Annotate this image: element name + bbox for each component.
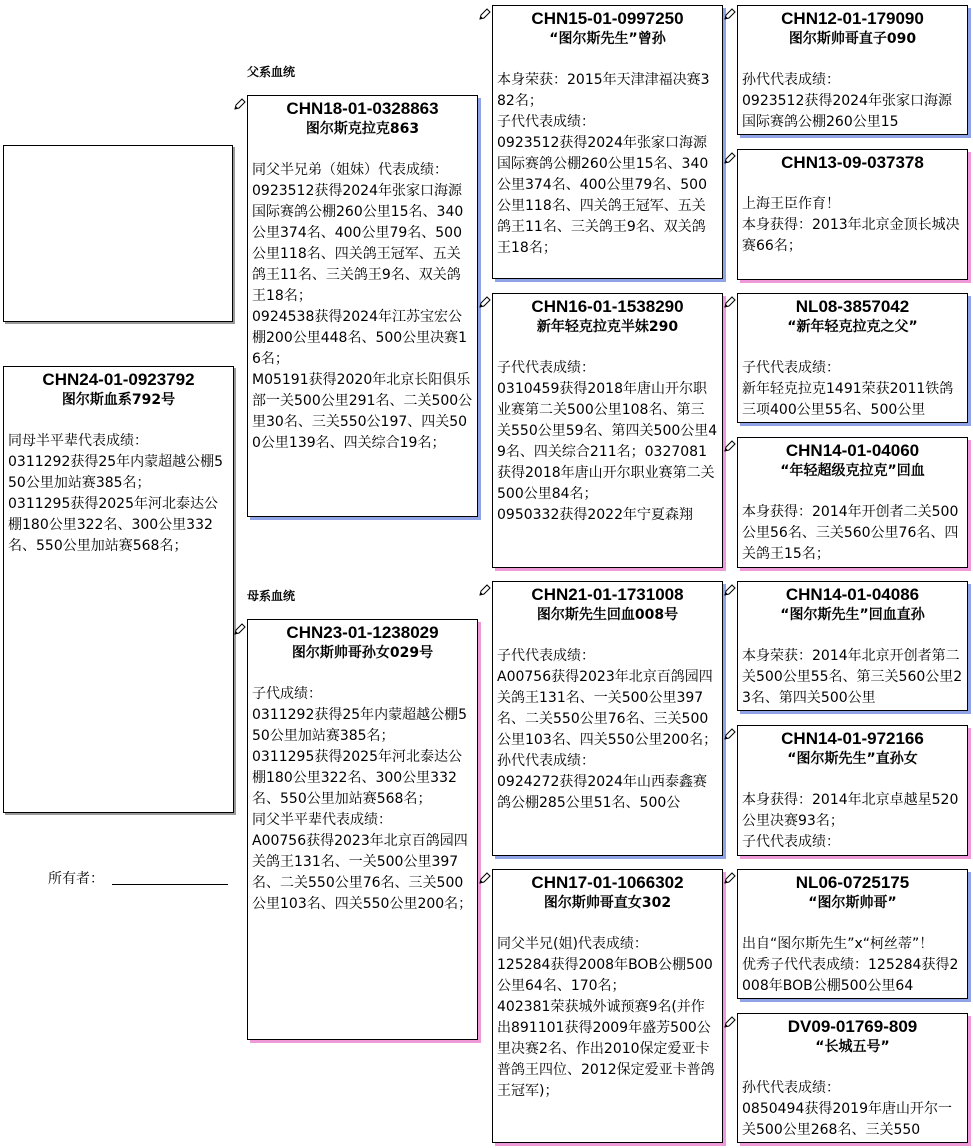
- dam-sire-dam-card[interactable]: [737, 725, 968, 856]
- ring-number: CHN14-01-04086: [785, 585, 920, 604]
- edit-pen-icon[interactable]: [478, 7, 492, 21]
- ring-number: CHN18-01-0328863: [286, 99, 439, 118]
- record-text: 孙代代表成绩： 0850494获得2019年唐山开尔一关500公里268名、三关550: [742, 1080, 952, 1138]
- dam-sire-sire-card[interactable]: [737, 581, 968, 711]
- sire-sire-sire-card[interactable]: [737, 5, 968, 135]
- pigeon-name: “图尔斯先生”曾孙: [549, 31, 666, 47]
- record-text: 同母半平辈代表成绩： 0311292获得25年内蒙超越公棚550公里加站赛385名； 0311295获得2025年河北泰达公棚180公里322名、300公里332名、550公里加站赛568名；: [8, 433, 224, 554]
- pigeon-name: “图尔斯先生”回血直孙: [780, 607, 925, 623]
- ring-number: CHN12-01-179090: [781, 9, 924, 28]
- record-text: 本身荣获：2014年北京开创者第二关500公里55名、第三关560公里23名、第四关500公里: [742, 648, 963, 706]
- sire-dam-card[interactable]: [492, 293, 723, 568]
- record-text: 本身荣获：2015年天津津福决赛382名； 子代代表成绩： 0923512获得2024年张家口海源国际赛鸽公棚260公里15名、340公里374名、400公里79名、500公里118名、四关鸽王冠军、五关鸽王11名、三关鸽王9名、双关鸽王18名；: [497, 72, 710, 256]
- pigeon-name: 图尔斯克拉克863: [305, 121, 420, 137]
- pigeon-name: 图尔斯先生回血008号: [536, 607, 679, 623]
- dam-dam-dam-card[interactable]: [737, 1013, 968, 1143]
- pigeon-name: 图尔斯帅哥孙女029号: [291, 645, 434, 661]
- record-text: 本身获得：2014年北京卓越星520公里决赛93名； 子代代表成绩：: [742, 792, 959, 850]
- pigeon-name: “图尔斯帅哥”: [808, 895, 897, 911]
- edit-pen-icon[interactable]: [723, 7, 737, 21]
- ring-number: CHN14-01-04060: [785, 441, 920, 460]
- ring-number: CHN16-01-1538290: [531, 297, 684, 316]
- record-text: 子代代表成绩： 新年轻克拉克1491荣获2011铁鸽三项400公里55名、500公里: [742, 360, 954, 418]
- edit-pen-icon[interactable]: [723, 583, 737, 597]
- edit-pen-icon[interactable]: [723, 439, 737, 453]
- record-text: 子代代表成绩： A00756获得2023年北京百鸽园四关鸽王131名、一关500公里397名、二关550公里76名、三关500公里103名、四关550公里200名； 孙代代表成绩： 0924272获得2024年山西泰鑫赛鸽公棚285公里51名、500公: [497, 648, 718, 811]
- record-text: 子代代表成绩： 0310459获得2018年唐山开尔职业赛第二关500公里108名、第三关550公里59名、第四关500公里49名、四关综合211名；0327081获得2018年唐山开尔职业赛第二关500公里84名； 0950332获得2022年宁夏森翔: [497, 360, 718, 523]
- pigeon-name: 图尔斯帅哥直子090: [788, 31, 917, 47]
- edit-pen-icon[interactable]: [723, 727, 737, 741]
- ring-number: CHN21-01-1731008: [531, 585, 684, 604]
- ring-number: CHN15-01-0997250: [531, 9, 684, 28]
- ring-number: NL08-3857042: [795, 297, 910, 316]
- paternal-line-label: 父系血统: [247, 65, 296, 79]
- record-text: 孙代代表成绩： 0923512获得2024年张家口海源国际赛鸽公棚260公里15: [742, 72, 952, 130]
- owner-label: 所有者：: [48, 871, 104, 887]
- sire-dam-dam-card[interactable]: [737, 437, 968, 568]
- ring-number: NL06-0725175: [795, 873, 910, 892]
- edit-pen-icon[interactable]: [478, 583, 492, 597]
- pigeon-name: “新年轻克拉克之父”: [787, 319, 918, 335]
- pigeon-name: 新年轻克拉克半妹290: [536, 319, 679, 335]
- ring-number: CHN13-09-037378: [781, 153, 924, 172]
- edit-pen-icon[interactable]: [723, 151, 737, 165]
- record-text: 出自“图尔斯先生”x“柯丝蒂”！ 优秀子代代表成绩：125284获得2008年BOB公棚500公里64: [742, 936, 959, 994]
- edit-pen-icon[interactable]: [723, 1015, 737, 1029]
- ring-number: DV09-01769-809: [787, 1017, 918, 1036]
- record-text: 同父半兄弟（姐妹）代表成绩： 0923512获得2024年张家口海源国际赛鸽公棚260公里15名、340公里374名、400公里79名、500公里118名、四关鸽王冠军、五关鸽王11名、三关鸽王9名、双关鸽王18名； 0924538获得2024年江苏宝宏公棚200公里448名、500公里决赛16名； M05191获得2020年北京长阳俱乐部一关500公里291名、二关500公里30名、三关550公197、四关500公里139名、四关综合19名；: [252, 162, 473, 451]
- dam-card[interactable]: [247, 619, 478, 1040]
- record-text: 本身获得：2014年开创者二关500公里56名、三关560公里76名、四关鸽王15名；: [742, 504, 959, 562]
- edit-pen-icon[interactable]: [233, 97, 247, 111]
- dam-dam-card[interactable]: [492, 869, 723, 1143]
- pigeon-name: 图尔斯帅哥直女302: [543, 895, 672, 911]
- edit-pen-icon[interactable]: [723, 871, 737, 885]
- ring-number: CHN23-01-1238029: [286, 623, 439, 642]
- pigeon-name: “年轻超级克拉克”回血: [780, 463, 925, 479]
- owner-field[interactable]: [112, 884, 228, 885]
- sire-dam-sire-card[interactable]: [737, 293, 968, 423]
- record-text: 上海王臣作育！ 本身获得：2013年北京金顶长城决赛66名；: [742, 196, 960, 254]
- pigeon-name: “图尔斯先生”直孙女: [787, 751, 918, 767]
- pigeon-photo-frame: [3, 145, 233, 322]
- edit-pen-icon[interactable]: [233, 622, 247, 636]
- sire-card[interactable]: [247, 95, 478, 517]
- pigeon-name: “长城五号”: [815, 1039, 890, 1055]
- edit-pen-icon[interactable]: [723, 295, 737, 309]
- ring-number: CHN17-01-1066302: [531, 873, 684, 892]
- sire-sire-dam-card[interactable]: [737, 149, 968, 280]
- ring-number: CHN24-01-0923792: [42, 370, 195, 389]
- sire-sire-card[interactable]: [492, 5, 723, 279]
- record-text: 子代成绩： 0311292获得25年内蒙超越公棚550公里加站赛385名； 0311295获得2025年河北泰达公棚180公里322名、300公里332名、550公里加站赛568名； 同父半平辈代表成绩： A00756获得2023年北京百鸽园四关鸽王131名、一关500公里397名、二关550公里76名、三关500公里103名、四关550公里200名；: [252, 686, 473, 912]
- record-text: 同父半兄(姐)代表成绩： 125284获得2008年BOB公棚500公里64名、170名； 402381荣获城外诚预赛9名(并作出891101获得2009年盛芳500公里决赛2名、作出2010保定爱亚卡普鸽王四位、2012保定爱亚卡普鸽王冠军)；: [497, 936, 715, 1099]
- pigeon-name: 图尔斯血系792号: [61, 392, 176, 408]
- subject-card[interactable]: [3, 366, 234, 813]
- edit-pen-icon[interactable]: [478, 295, 492, 309]
- edit-pen-icon[interactable]: [478, 871, 492, 885]
- ring-number: CHN14-01-972166: [781, 729, 924, 748]
- dam-sire-card[interactable]: [492, 581, 723, 856]
- maternal-line-label: 母系血统: [247, 589, 296, 603]
- dam-dam-sire-card[interactable]: [737, 869, 968, 999]
